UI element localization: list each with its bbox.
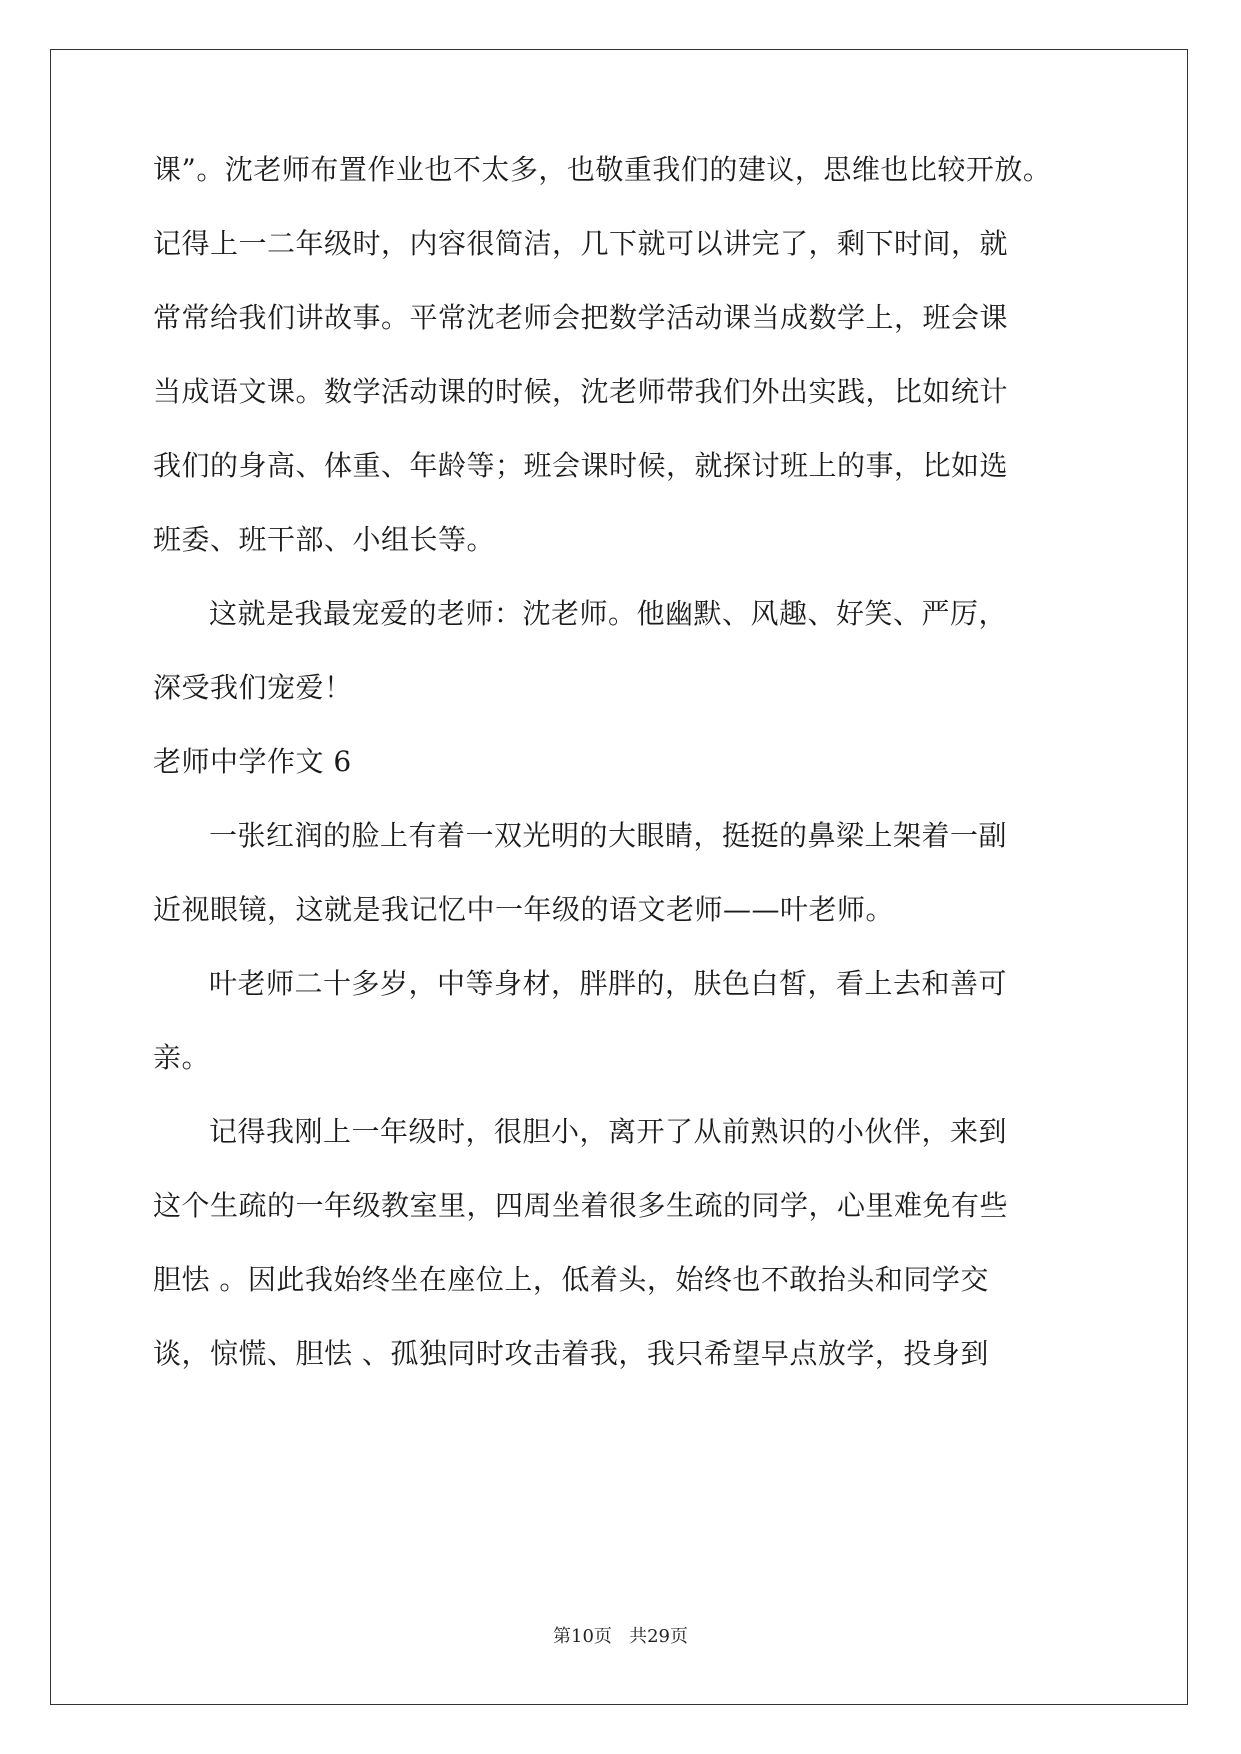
text-line: 叶老师二十多岁，中等身材，胖胖的，肤色白皙，看上去和善可 bbox=[209, 967, 1008, 1000]
text-line: 胆怯 。因此我始终坐在座位上，低着头，始终也不敢抬头和同学交 bbox=[153, 1263, 989, 1296]
text-line: 班委、班干部、小组长等。 bbox=[153, 523, 496, 556]
text-line: 谈，惊慌、胆怯 、孤独同时攻击着我，我只希望早点放学，投身到 bbox=[153, 1337, 989, 1370]
text-line: 这个生疏的一年级教室里，四周坐着很多生疏的同学，心里难免有些 bbox=[153, 1189, 1009, 1222]
page-number-footer: 第10页 共29页 bbox=[553, 1626, 688, 1647]
text-line: 这就是我最宠爱的老师：沈老师。他幽默、风趣、好笑、严厉， bbox=[209, 597, 1008, 630]
text-line: 一张红润的脸上有着一双光明的大眼睛，挺挺的鼻梁上架着一副 bbox=[209, 819, 1008, 852]
text-line: 当成语文课。数学活动课的时候，沈老师带我们外出实践，比如统计 bbox=[153, 375, 1009, 408]
text-line: 近视眼镜，这就是我记忆中一年级的语文老师——叶老师。 bbox=[153, 893, 895, 926]
text-line: 记得上一二年级时，内容很简洁，几下就可以讲完了，剩下时间，就 bbox=[153, 227, 1009, 260]
text-line: 课”。沈老师布置作业也不太多，也敬重我们的建议，思维也比较开放。 bbox=[153, 153, 1052, 186]
text-line: 记得我刚上一年级时，很胆小，离开了从前熟识的小伙伴，来到 bbox=[209, 1115, 1008, 1148]
section-heading: 老师中学作文 6 bbox=[153, 745, 352, 778]
text-line: 深受我们宠爱！ bbox=[153, 671, 353, 704]
text-line: 我们的身高、体重、年龄等；班会课时候，就探讨班上的事，比如选 bbox=[153, 449, 1009, 482]
text-line: 常常给我们讲故事。平常沈老师会把数学活动课当成数学上，班会课 bbox=[153, 301, 1009, 334]
text-line: 亲。 bbox=[153, 1041, 211, 1074]
